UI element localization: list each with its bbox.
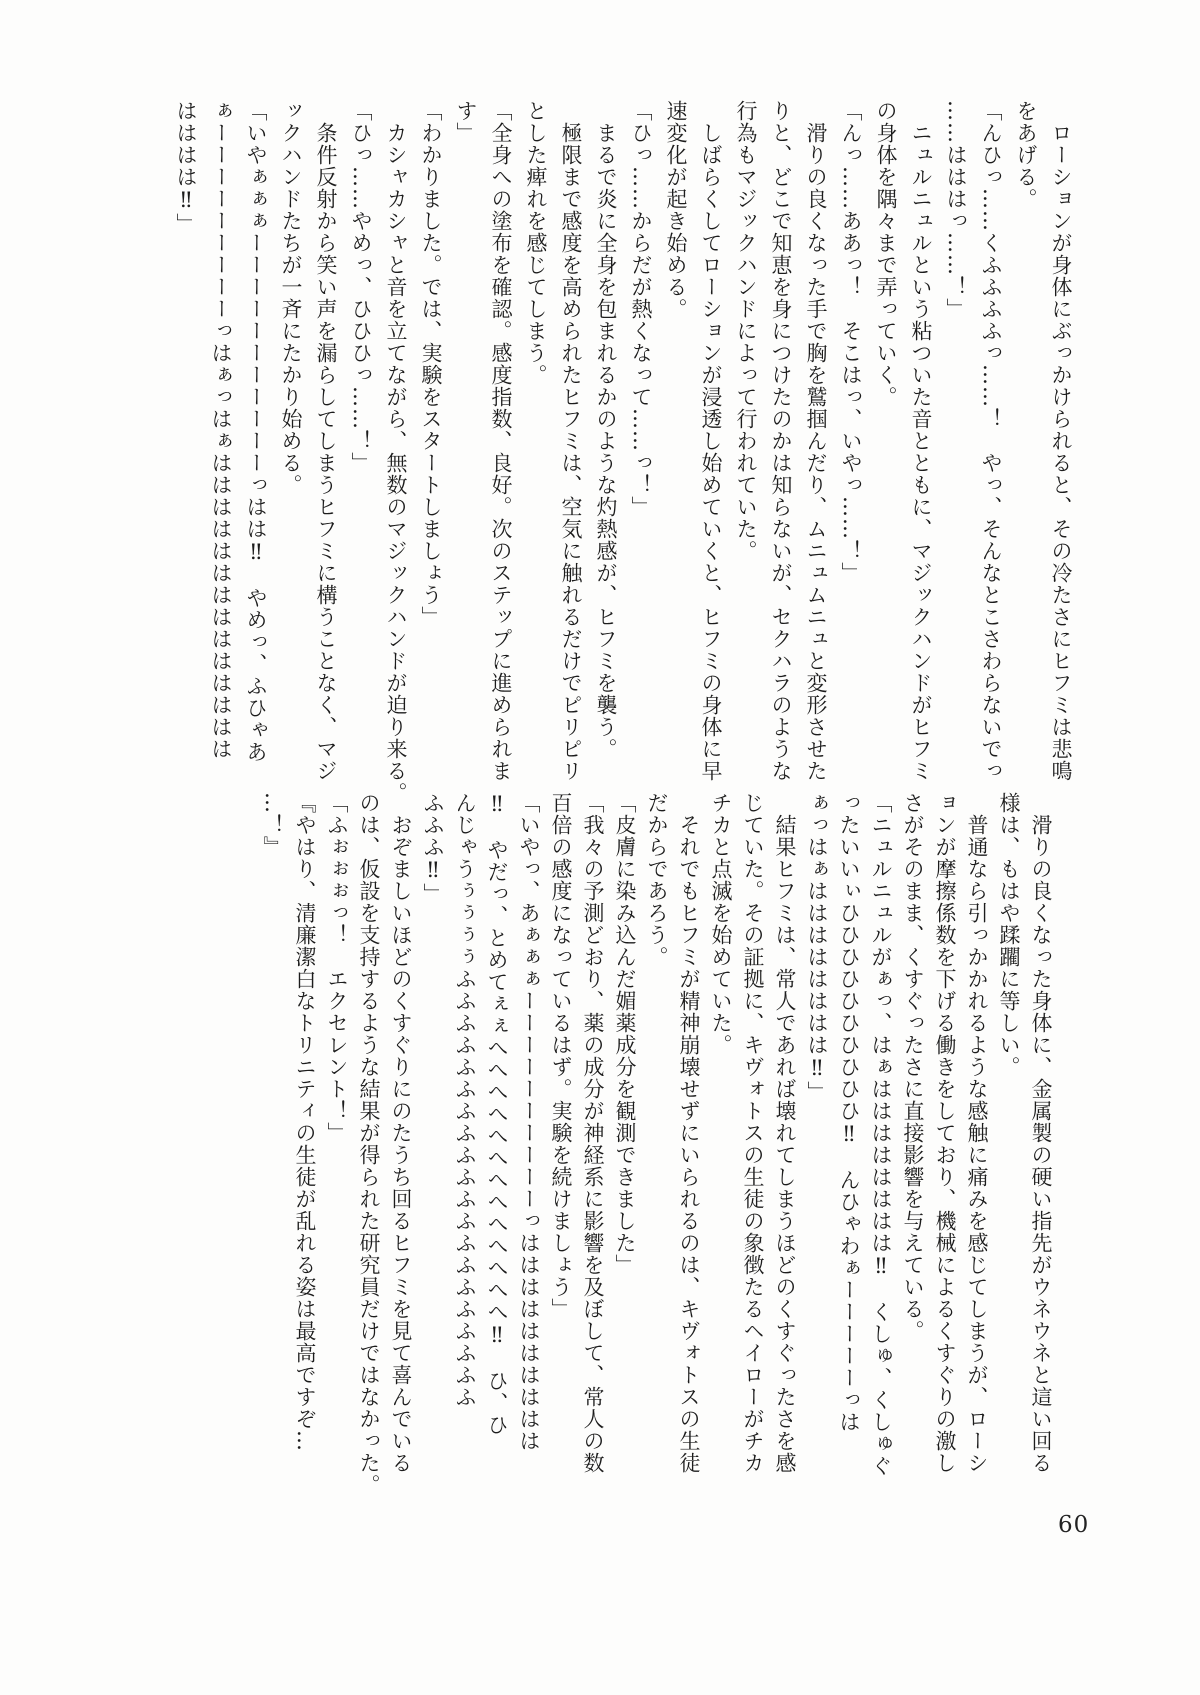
text-column: をあげる。 (1014, 100, 1038, 210)
text-column: 結果ヒフミは、常人であれば壊れてしまうほどのくすぐったさを感 (773, 814, 797, 1474)
text-column: の身体を隅々まで弄っていく。 (874, 100, 898, 408)
text-column: 「いやぁぁぁーーーーーーーーーーーっはは‼ やめっ、ふひゃあ (244, 100, 268, 763)
text-column: 「ふぉぉぉっ！ エクセレント！」 (325, 792, 349, 1144)
text-column: チカと点滅を始めていた。 (709, 792, 733, 1056)
text-column: おぞましいほどのくすぐりにのたうち回るヒフミを見て喜んでいる (389, 814, 413, 1474)
text-column: だからであろう。 (645, 792, 669, 968)
page-number: 60 (1058, 1512, 1090, 1538)
text-column: ョンが摩擦係数を下げる働きをしており、機械によるくすぐりの激し (933, 792, 957, 1474)
text-column: さがそのまま、くすぐったさに直接影響を与えている。 (901, 792, 925, 1342)
text-column: 「ひっ……からだが熱くなって……っ！」 (629, 100, 653, 518)
lower-text-block (261, 792, 1053, 1496)
text-column: のは、仮設を支持するような結果が得られた研究員だけではなかった。 (357, 792, 381, 1496)
text-column: 滑りの良くなった手で胸を鷲掴んだり、ムニュムニュと変形させた (804, 122, 828, 782)
text-column: じていた。その証拠に、キヴォトスの生徒の象徴たるヘイローがチカ (741, 792, 765, 1474)
text-column: 「皮膚に染み込んだ媚薬成分を観測できました」 (613, 792, 637, 1276)
text-column: ったいいぃひひひひひひひひひひ‼ んひゃわぁーーーーーっは (837, 792, 861, 1433)
text-column: 様は、もはや蹂躙に等しい。 (997, 792, 1021, 1078)
text-column: 普通なら引っかかれるような感触に痛みを感じてしまうが、ローシ (965, 814, 989, 1474)
text-column: ックハンドたちが一斉にたかり始める。 (279, 100, 303, 496)
text-column: …！』 (261, 792, 285, 858)
text-column: 「ニュルニュルがぁっ、はぁはははははははは‼ くしゅ、くしゅぐ (869, 792, 893, 1477)
text-column: ニュルニュルという粘ついた音とともに、マジックハンドがヒフミ (909, 122, 933, 782)
text-column: ふふふ‼」 (421, 792, 445, 905)
text-column: しばらくしてローションが浸透し始めていくと、ヒフミの身体に早 (699, 122, 723, 782)
text-column: 「いやっ、あぁぁぁーーーーーーーーーーっはははははははははは (517, 792, 541, 1452)
text-column: ローションが身体にぶっかけられると、その冷たさにヒフミは悲鳴 (1049, 122, 1073, 782)
text-column: 「わかりました。では、実験をスタートしましょう」 (419, 100, 443, 628)
text-column: ‼ やだっ、とめてぇぇへへへへへへへへへへへへへ‼ ひ、ひ (485, 792, 509, 1436)
text-column: 百倍の感度になっているはず。実験を続けましょう」 (549, 792, 573, 1320)
text-column: 「ひっ……やめっ、ひひひっ……！」 (349, 100, 373, 474)
text-column: まるで炎に全身を包まれるかのような灼熱感が、ヒフミを襲う。 (594, 122, 618, 760)
text-column: それでもヒフミが精神崩壊せずにいられるのは、キヴォトスの生徒 (677, 814, 701, 1474)
text-column: はははは‼」 (174, 100, 198, 235)
text-column: とした痺れを感じてしまう。 (524, 100, 548, 386)
text-column: 『やはり、清廉潔白なトリニティの生徒が乱れる姿は最高ですぞ… (293, 792, 317, 1452)
text-column: 条件反射から笑い声を漏らしてしまうヒフミに構うことなく、マジ (314, 122, 338, 782)
text-column: ぁっはぁはははははははは‼」 (805, 792, 829, 1103)
text-column: ぁーーーーーーーーーっはぁっはぁはははははははははははははは (209, 100, 233, 760)
text-column: りと、どこで知恵を身につけたのかは知らないが、セクハラのような (769, 100, 793, 782)
text-column: す」 (454, 100, 478, 144)
text-column: んじゃうぅぅぅぅふふふふふふふふふふふふふふふふふふふふ (453, 792, 477, 1408)
text-column: 「全身への塗布を確認。感度指数、良好。次のステップに進められま (489, 100, 513, 782)
text-column: 極限まで感度を高められたヒフミは、空気に触れるだけでピリピリ (559, 122, 583, 782)
text-column: 滑りの良くなった身体に、金属製の硬い指先がウネウネと這い回る (1029, 814, 1053, 1474)
text-column: ……はははっ……！」 (944, 100, 968, 320)
text-column: 「んっ……ああっ！ そこはっ、いやっ……！」 (839, 100, 863, 584)
upper-text-block (174, 100, 1073, 804)
text-column: カシャカシャと音を立てながら、無数のマジックハンドが迫り来る。 (384, 122, 408, 804)
text-column: 速変化が起き始める。 (664, 100, 688, 320)
text-column: 「我々の予測どおり、薬の成分が神経系に影響を及ぼして、常人の数 (581, 792, 605, 1474)
text-column: 「んひっ……くふふふふっ……！ やっ、そんなとこさわらないでっ (979, 100, 1003, 782)
text-column: 行為もマジックハンドによって行われていた。 (734, 100, 758, 562)
